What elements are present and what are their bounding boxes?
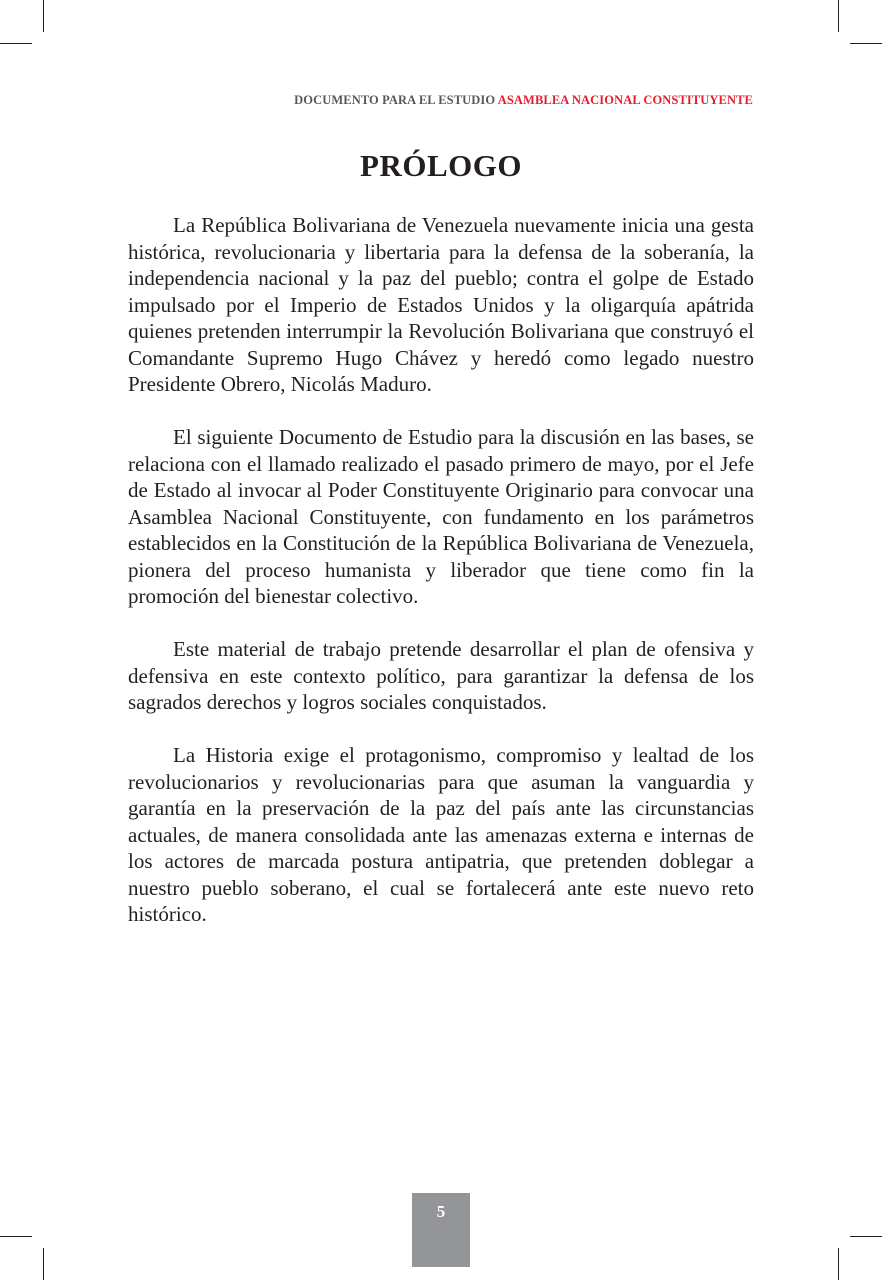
- crop-mark-top-left-vertical: [43, 0, 44, 32]
- crop-mark-top-right-horizontal: [850, 43, 882, 44]
- running-header-accent: ASAMBLEA NACIONAL CONSTITUYENTE: [497, 93, 753, 107]
- crop-mark-bottom-left-horizontal: [0, 1236, 32, 1237]
- paragraph-4: La Historia exige el protagonismo, compromiso y lealtad de los revolucionarios y revolucionarias para que asuman la vanguardia y garantía en la preservación de la paz del país ante las circunstancias actuales, de manera consolidada ante las amenazas externa e internas de los actores de marcada postura antipatria, que pretenden doblegar a nuestro pueblo soberano, el cual se fortalecerá ante este nuevo reto histórico.: [128, 743, 754, 926]
- prologue-body: [128, 212, 754, 954]
- page-title: PRÓLOGO: [360, 148, 522, 183]
- paragraph-3: Este material de trabajo pretende desarrollar el plan de ofensiva y defensiva en este contexto político, para garantizar la defensa de los sagrados derechos y logros sociales conquistados.: [128, 637, 754, 714]
- crop-mark-top-right-vertical: [838, 0, 839, 32]
- crop-mark-bottom-left-vertical: [43, 1248, 44, 1280]
- running-header-lead: DOCUMENTO PARA EL ESTUDIO: [294, 93, 496, 107]
- running-header: [294, 93, 753, 108]
- page-number: 5: [412, 1193, 470, 1267]
- crop-mark-bottom-right-horizontal: [850, 1236, 882, 1237]
- crop-mark-bottom-right-vertical: [838, 1248, 839, 1280]
- paragraph-2: El siguiente Documento de Estudio para la discusión en las bases, se relaciona con el llamado realizado el pasado primero de mayo, por el Jefe de Estado al invocar al Poder Constituyente Originario para convocar una Asamblea Nacional Constituyente, con fundamento en los parámetros establecidos en la Constitución de la República Bolivariana de Venezuela, pionera del proceso humanista y liberador que tiene como fin la promoción del bienestar colectivo.: [128, 425, 754, 608]
- paragraph-1: La República Bolivariana de Venezuela nuevamente inicia una gesta histórica, revolucionaria y libertaria para la defensa de la soberanía, la independencia nacional y la paz del pueblo; contra el golpe de Estado impulsado por el Imperio de Estados Unidos y la oligarquía apátrida quienes pretenden interrumpir la Revolución Bolivariana que construyó el Comandante Supremo Hugo Chávez y heredó como legado nuestro Presidente Obrero, Nicolás Maduro.: [128, 213, 754, 396]
- crop-mark-top-left-horizontal: [0, 43, 32, 44]
